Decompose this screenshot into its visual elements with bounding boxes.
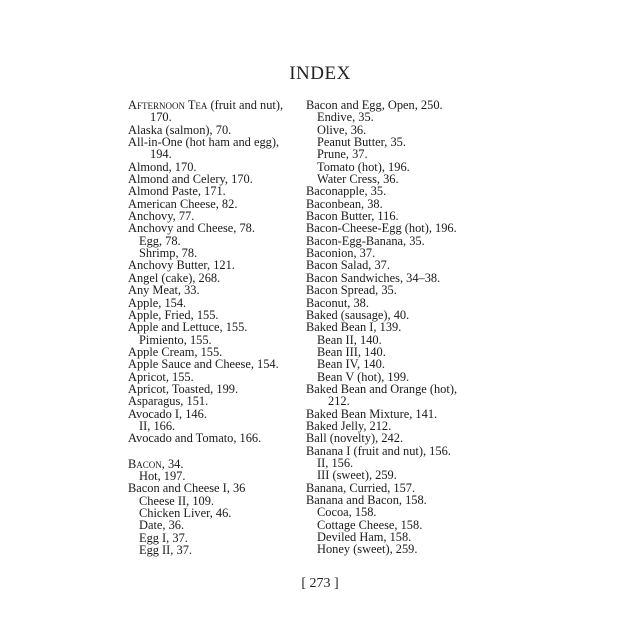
index-subentry: Prune, 37. (317, 147, 368, 162)
index-entry: Baconion, 37. (306, 246, 376, 261)
index-entry: Ball (novelty), 242. (306, 431, 404, 446)
index-entry: Avocado and Tomato, 166. (128, 431, 262, 446)
index-subentry: Cottage Cheese, 158. (317, 517, 423, 532)
index-entry: Bacon Sandwiches, 34–38. (306, 270, 441, 285)
index-entry: Apple, 154. (128, 295, 187, 310)
index-entry: Baked Bean Mixture, 141. (306, 406, 438, 421)
index-column-right (306, 99, 506, 556)
index-entry: Bacon-Cheese-Egg (hot), 196. (306, 221, 457, 236)
index-entry-continuation: 212. (328, 394, 350, 409)
index-subentry: Honey (sweet), 259. (317, 542, 418, 557)
index-entry: Almond and Celery, 170. (128, 172, 253, 187)
index-entry: Apricot, 155. (128, 369, 194, 384)
index-subentry: Cocoa, 158. (317, 505, 377, 520)
index-subentry: Bean II, 140. (317, 332, 382, 347)
index-entry: Bacon-Egg-Banana, 35. (306, 233, 425, 248)
page-title: INDEX (289, 63, 351, 84)
index-subentry: II, 156. (317, 455, 354, 470)
index-entry: Apple, Fried, 155. (128, 307, 219, 322)
index-entry: Apple and Lettuce, 155. (128, 320, 248, 335)
index-column-left (128, 99, 300, 556)
index-entry: Bacon Salad, 37. (306, 258, 390, 273)
index-entry: Bacon Butter, 116. (306, 209, 399, 224)
index-subentry: Egg I, 37. (139, 530, 188, 545)
index-entry: Apple Sauce and Cheese, 154. (128, 357, 279, 372)
index-subentry: Bean V (hot), 199. (317, 369, 410, 384)
index-entry: Alaska (salmon), 70. (128, 122, 232, 137)
index-subentry: Peanut Butter, 35. (317, 135, 406, 150)
index-subentry: Pimiento, 155. (139, 332, 212, 347)
index-subentry: Egg II, 37. (139, 543, 192, 558)
index-entry: Baconbean, 38. (306, 196, 383, 211)
index-entry: American Cheese, 82. (128, 196, 238, 211)
index-subentry: Olive, 36. (317, 122, 367, 137)
index-entry-continuation: 194. (150, 147, 172, 162)
index-subentry: Hot, 197. (139, 468, 186, 483)
index-entry: All-in-One (hot ham and egg), (128, 135, 280, 150)
index-entry: Anchovy and Cheese, 78. (128, 221, 255, 236)
index-entry: Bacon and Egg, Open, 250. (306, 98, 443, 112)
index-entry: Angel (cake), 268. (128, 270, 221, 285)
index-subentry: Date, 36. (139, 518, 185, 533)
index-entry: Bacon, 34. (128, 456, 184, 471)
index-entry: Baconut, 38. (306, 295, 369, 310)
index-subentry: Deviled Ham, 158. (317, 530, 412, 545)
index-entry: Bacon and Cheese I, 36 (128, 481, 246, 496)
index-subentry: Tomato (hot), 196. (317, 159, 410, 174)
index-subentry: Water Cress, 36. (317, 172, 399, 187)
index-entry: Banana, Curried, 157. (306, 480, 416, 495)
page-number: [ 273 ] (301, 576, 339, 591)
index-subentry: Egg, 78. (139, 233, 181, 248)
small-caps-heading: Afternoon Tea (128, 98, 208, 112)
index-entry: Avocado I, 146. (128, 406, 207, 421)
index-subentry: Endive, 35. (317, 110, 374, 125)
index-entry: Baconapple, 35. (306, 184, 387, 199)
index-entry: Baked Jelly, 212. (306, 418, 392, 433)
index-entry-continuation: 170. (150, 110, 172, 125)
index-subentry: II, 166. (139, 418, 176, 433)
index-entry: Apricot, Toasted, 199. (128, 381, 239, 396)
index-entry: Apple Cream, 155. (128, 344, 223, 359)
index-entry: Anchovy, 77. (128, 209, 195, 224)
index-entry: Baked (sausage), 40. (306, 307, 410, 322)
index-subentry: III (sweet), 259. (317, 468, 397, 483)
small-caps-heading: Bacon (128, 456, 162, 471)
index-entry: Banana I (fruit and nut), 156. (306, 443, 451, 458)
index-subentry: Cheese II, 109. (139, 493, 215, 508)
index-entry: Almond, 170. (128, 159, 197, 174)
index-entry: Bacon Spread, 35. (306, 283, 397, 298)
index-entry: Banana and Bacon, 158. (306, 493, 427, 507)
index-subentry: Shrimp, 78. (139, 246, 198, 261)
index-entry: Baked Bean and Orange (hot), (306, 381, 458, 396)
index-subentry: Chicken Liver, 46. (139, 506, 232, 520)
index-subentry: Bean III, 140. (317, 344, 386, 359)
index-entry: Baked Bean I, 139. (306, 320, 402, 335)
index-subentry: Bean IV, 140. (317, 357, 385, 372)
index-entry: Afternoon Tea (fruit and nut), (128, 98, 284, 112)
index-entry: Any Meat, 33. (128, 283, 200, 298)
index-entry: Anchovy Butter, 121. (128, 258, 235, 273)
index-entry: Almond Paste, 171. (128, 184, 226, 199)
index-entry: Asparagus, 151. (128, 394, 209, 409)
